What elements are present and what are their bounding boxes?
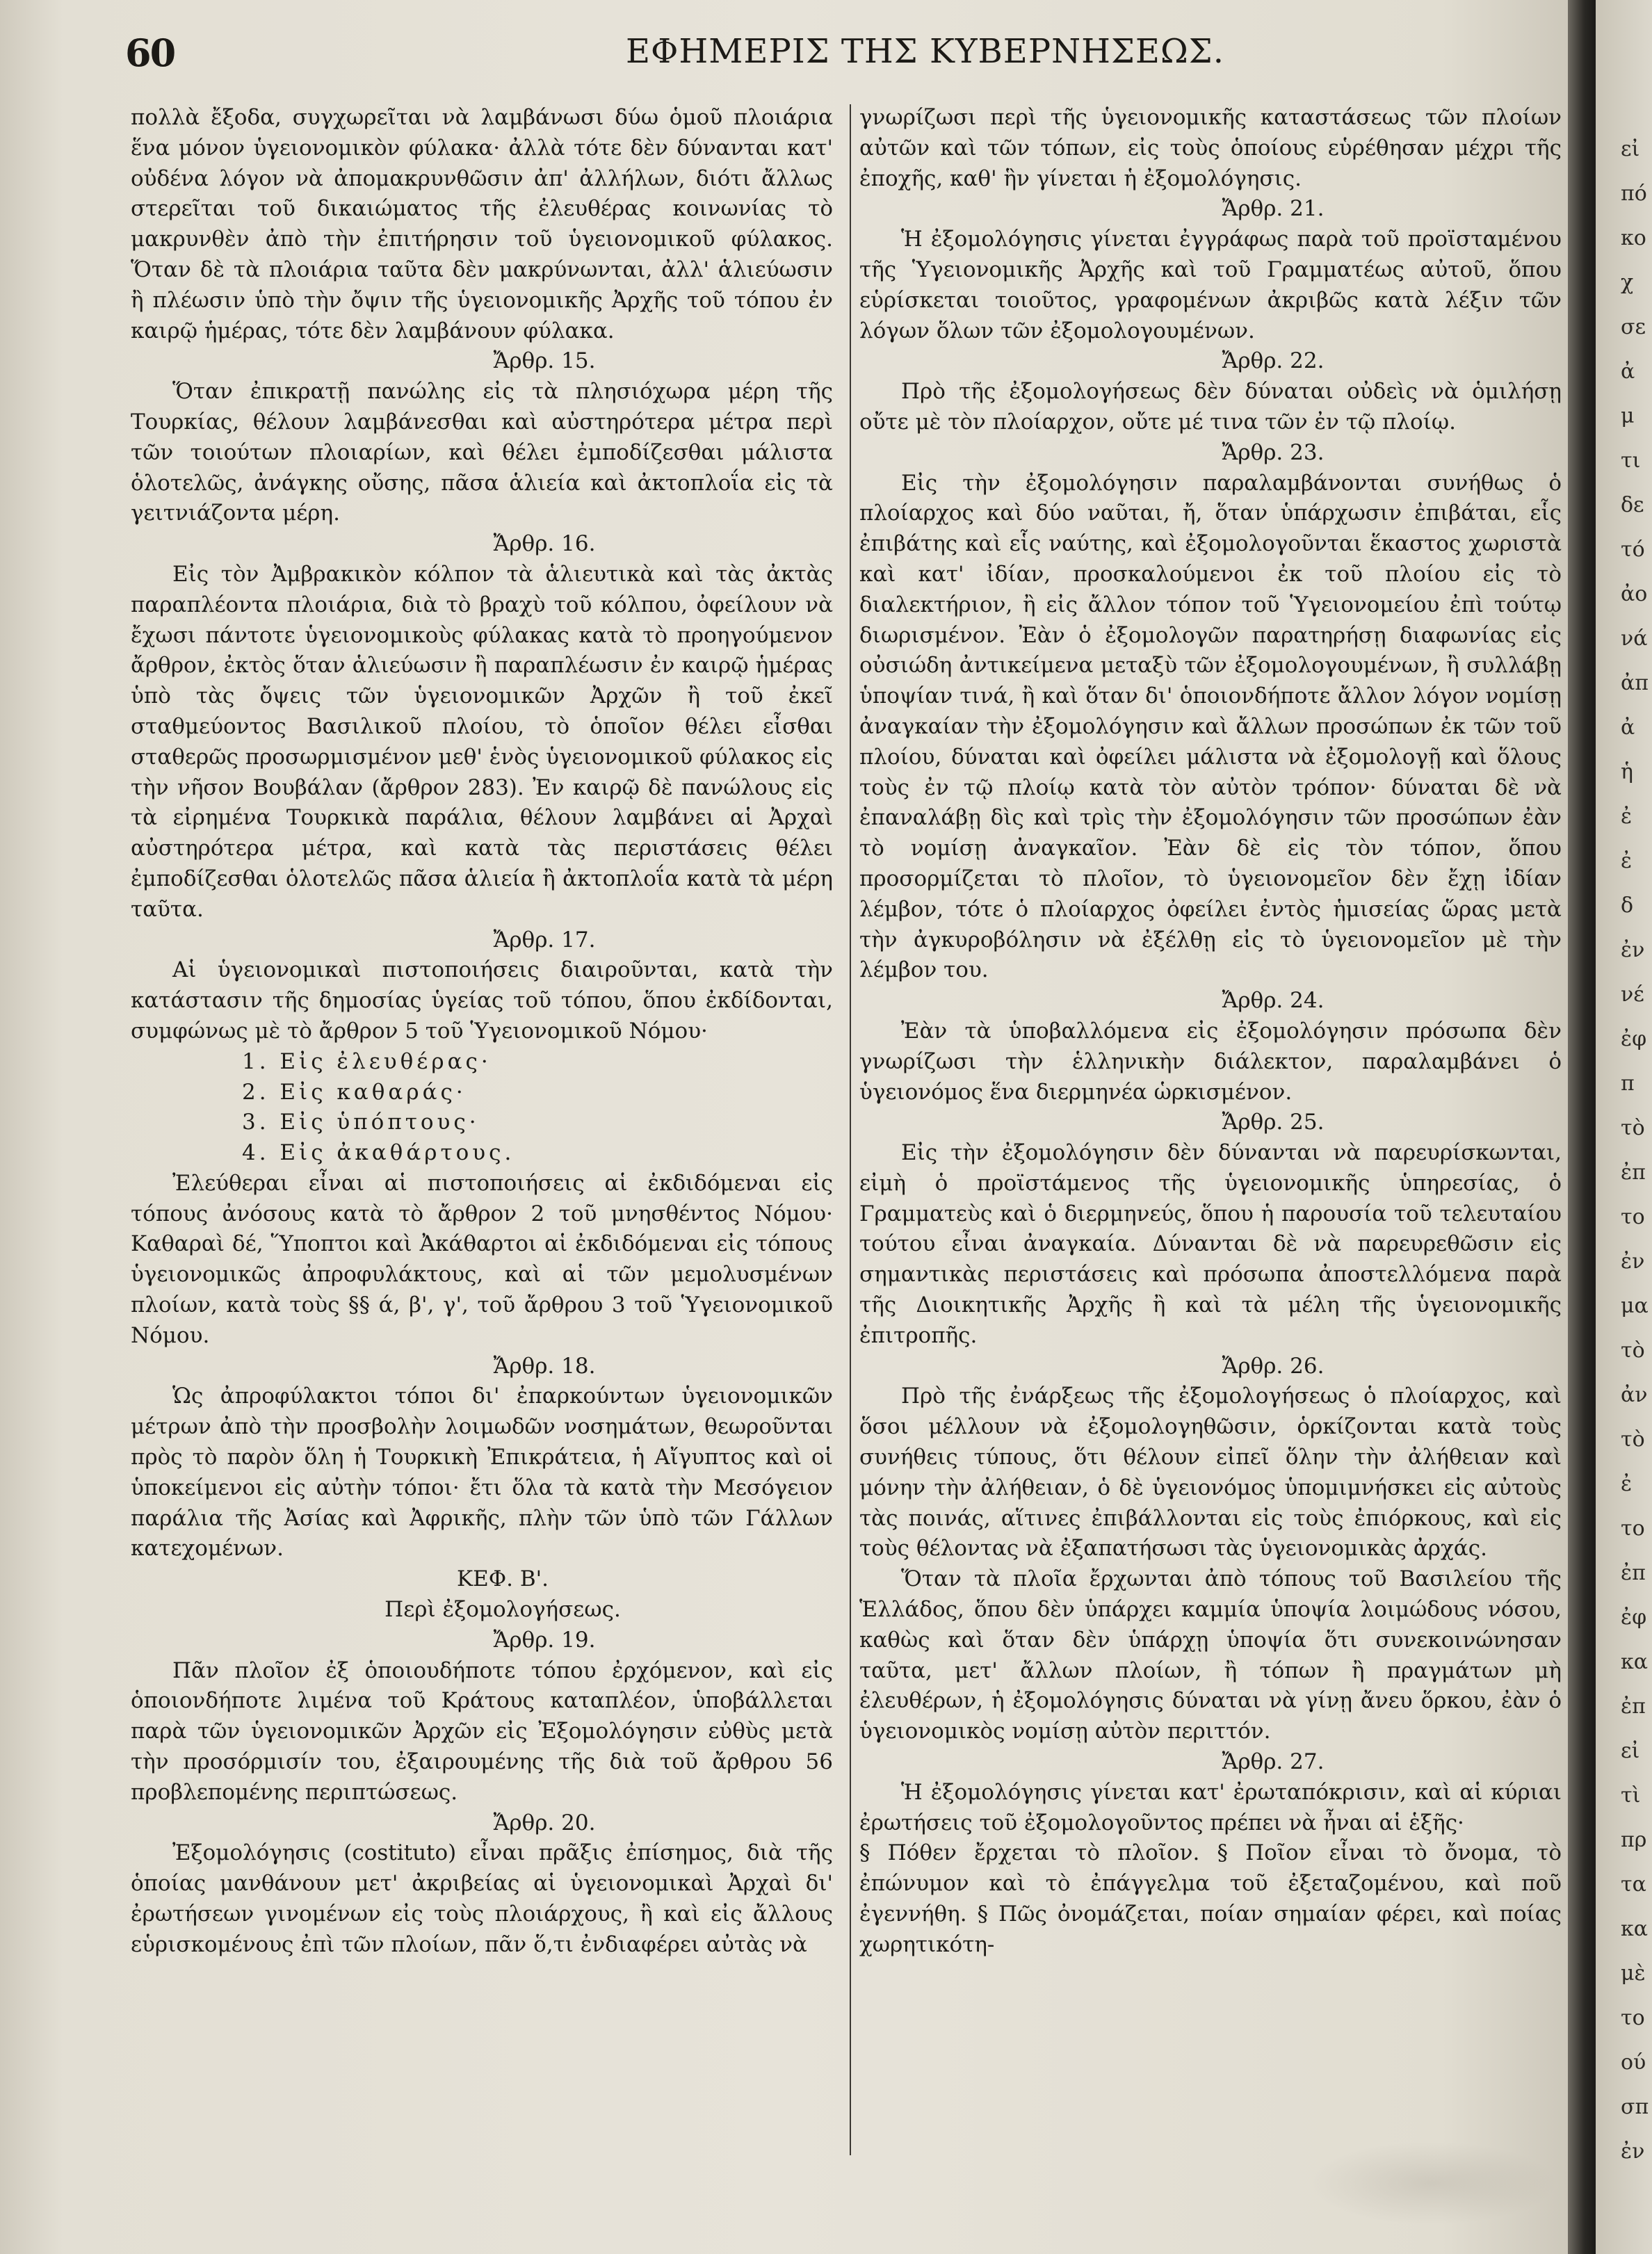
article-17-text: Αἱ ὑγειονομικαὶ πιστοποιήσεις διαιροῦνται, κατὰ τὴν κατάστασιν τῆς δημοσίας ὑγείας τοῦ τόπου, ὅπου ἐκδίδονται, συμφώνως μὲ τὸ ἄρθρον 5 τοῦ Ὑγειονομικοῦ Νόμου· [131,957,833,1044]
article-17-heading: Ἄρθρ. 17. [493,927,596,952]
paragraph-continued: πολλὰ ἔξοδα, συγχωρεῖται νὰ λαμβάνωσι δύω ὁμοῦ πλοιάρια ἕνα μόνον ὑγειονομικὸν φύλακα· ἀλλὰ τότε δὲν δύνανται κατ' οὐδένα λόγον νὰ ἀπομακρυνθῶσιν ἀπ' ἀλλήλων, διότι ἄλλως στερεῖται τοῦ δικαιώματος τῆς ἐλευθέρας κοινωνίας τὸ μακρυνθὲν ἀπὸ τὴν ἐπιτήρησιν τοῦ ὑγειονομικοῦ φύλακος. Ὅταν δὲ τὰ πλοιάρια ταῦτα δὲν μακρύνωνται, ἀλλ' ἁλιεύωσιν ἢ πλέωσιν ὑπὸ τὴν ὄψιν τῆς ὑγειονομικῆς Ἀρχῆς τοῦ τόπου ἐν καιρῷ ἡμέρας, τότε δὲν λαμβάνουν φύλακα. [131,105,833,343]
article-25-heading: Ἄρθρ. 25. [1222,1110,1325,1135]
margin-fragment: μ [1621,404,1635,428]
margin-fragment: κα [1621,1650,1649,1674]
margin-fragment: πρ [1621,1828,1647,1852]
margin-fragment: μὲ [1621,1961,1646,1986]
margin-fragment: μα [1621,1294,1649,1318]
margin-fragment: δ [1621,893,1634,918]
margin-fragment: ού [1621,2050,1646,2075]
article-26-continued: Ὅταν τὰ πλοῖα ἔρχωνται ἀπὸ τόπους τοῦ Βασιλείου τῆς Ἑλλάδος, ὅπου δὲν ὑπάρχει καμμία ὑποψία λοιμώδους νόσου, καθὼς καὶ ὅταν δὲν ὑπάρχῃ ὑποψία ὅτι συνεκοινώνησαν ταῦτα, μετ' ἄλλων πλοίων, ἢ τόπων ἢ πραγμάτων μὴ ἐλευθέρων, ἡ ἐξομολόγησις δύναται νὰ γίνῃ ἄνευ ὅρκου, ἐὰν ὁ ὑγειονομικὸς νομίσῃ αὐτὸν περιττόν. [859,1566,1562,1744]
adjacent-page-strip [1596,0,1652,2254]
margin-fragment: ἐ [1621,1472,1633,1496]
margin-fragment: εἰ [1621,1739,1640,1763]
article-16-heading: Ἄρθρ. 16. [493,531,596,557]
margin-fragment: τὸ [1621,1116,1645,1140]
running-title: ΕΦΗΜΕΡΙΣ ΤΗΣ ΚΥΒΕΡΝΗΣΕΩΣ. [626,32,1224,71]
article-22-heading: Ἄρθρ. 22. [1222,348,1325,374]
article-24-text: Ἐὰν τὰ ὑποβαλλόμενα εἰς ἐξομολόγησιν πρόσωπα δὲν γνωρίζωσι τὴν ἑλληνικὴν διάλεκτον, παραλαμβάνει ὁ ὑγειονόμος ἕνα διερμηνέα ὡρκισμένον. [859,1018,1562,1105]
article-20-text: Ἐξομολόγησις (costituto) εἶναι πρᾶξις ἐπίσημος, διὰ τῆς ὁποίας μανθάνουν μετ' ἀκριβείας αἱ ὑγειονομικαὶ Ἀρχαὶ δι' ἐρωτήσεων γινομένων εἰς τοὺς πλοιάρχους, ἢ καὶ εἰς ἄλλους εὑρισκομένους ἐπὶ τῶν πλοίων, πᾶν ὅ,τι ἐνδιαφέρει αὐτὰς νὰ [131,1840,833,1957]
margin-fragment: π [1621,1071,1635,1096]
list-item: 4. Εἰς ἀκαθάρτους. [242,1140,515,1166]
article-21-text: Ἡ ἐξομολόγησις γίνεται ἐγγράφως παρὰ τοῦ προϊσταμένου τῆς Ὑγειονομικῆς Ἀρχῆς καὶ τοῦ Γραμματέως αὐτοῦ, ὅπου εὑρίσκεται τοιοῦτος, γραφομένων ἀκριβῶς κατὰ λέξιν τῶν λόγων ὅλων τῶν ἐξομολογουμένων. [859,227,1562,343]
margin-fragment: τι [1621,448,1641,473]
margin-fragment: κο [1621,226,1646,250]
margin-fragment: ἐφ [1621,1605,1647,1630]
left-column [131,103,833,1961]
paragraph-continued: γνωρίζωσι περὶ τῆς ὑγειονομικῆς καταστάσεως τῶν πλοίων αὐτῶν καὶ τῶν τόπων, εἰς τοὺς ὁποίους εὑρέθησαν μέχρι τῆς ἐποχῆς, καθ' ἣν γίνεται ἡ ἐξομολόγησις. [859,105,1562,191]
margin-fragment: τα [1621,1872,1646,1897]
article-19-heading: Ἄρθρ. 19. [493,1627,596,1653]
list-item: 1. Εἰς ἐλευθέρας· [242,1048,492,1074]
chapter-heading: ΚΕΦ. Β'. [456,1566,549,1592]
article-22-text: Πρὸ τῆς ἐξομολογήσεως δὲν δύναται οὐδεὶς νὰ ὁμιλήσῃ οὔτε μὲ τὸν πλοίαρχον, οὔτε μέ τινα τῶν ἐν τῷ πλοίῳ. [859,379,1562,435]
list-item: 3. Εἰς ὑπόπτους· [242,1110,480,1135]
article-26-text: Πρὸ τῆς ἐνάρξεως τῆς ἐξομολογήσεως ὁ πλοίαρχος, καὶ ὅσοι μέλλουν νὰ ἐξομολογηθῶσιν, ὁρκίζονται κατὰ τοὺς συνήθεις τύπους, ὅτι θέλουν εἰπεῖ ὅλην τὴν ἀλήθειαν καὶ μόνην τὴν ἀλήθειαν, ὁ δὲ ὑγειονόμος ὑπομιμνήσκει εἰς αὐτοὺς τὰς ποινάς, αἵτινες ἐπιβάλλονται εἰς τοὺς ἐπιόρκους, καὶ εἰς τοὺς θέλοντας νὰ ἐξαπατήσωσι τὰς ὑγειονομικὰς ἀρχάς. [859,1384,1562,1562]
page-header [125,28,1488,76]
margin-fragment: τὸ [1621,1338,1645,1363]
right-column [859,103,1562,1961]
margin-fragment: ἀ [1621,715,1635,740]
margin-fragment: νέ [1621,982,1644,1007]
article-18-heading: Ἄρθρ. 18. [493,1353,596,1379]
page-number: 60 [125,31,175,75]
binding-shadow [1568,0,1596,2254]
margin-fragment: ἀν [1621,1383,1648,1407]
margin-fragment: τὸ [1621,1427,1645,1452]
article-23-heading: Ἄρθρ. 23. [1222,439,1325,465]
margin-fragment: τό [1621,537,1645,562]
article-15-heading: Ἄρθρ. 15. [493,348,596,374]
article-27-text: Ἡ ἐξομολόγησις γίνεται κατ' ἐρωταπόκρισιν, καὶ αἱ κύριαι ἐρωτήσεις τοῦ ἐξομολογοῦντος πρέπει νὰ ἦναι αἱ ἑξῆς· [859,1779,1562,1835]
margin-fragment: τὶ [1621,1783,1641,1808]
article-25-text: Εἰς τὴν ἐξομολόγησιν δὲν δύνανται νὰ παρευρίσκωνται, εἰμὴ ὁ προϊστάμενος τῆς ὑγειονομικῆς ὑπηρεσίας, ὁ Γραμματεὺς καὶ ὁ διερμηνεύς, ὅπου ἡ παρουσία τοῦ τελευταίου τούτου εἶναι ἀναγκαία. Δύνανται δὲ νὰ παρευρεθῶσιν εἰς σημαντικὰς περιστάσεις καὶ πρόσωπα ἀποστελλόμενα παρὰ τῆς Διοικητικῆς Ἀρχῆς ἢ καὶ τὰ μέλη τῆς ὑγειονομικῆς ἐπιτροπῆς. [859,1140,1562,1348]
article-27-heading: Ἄρθρ. 27. [1222,1749,1325,1775]
article-27-questions: § Πόθεν ἔρχεται τὸ πλοῖον. § Ποῖον εἶναι τὸ ὄνομα, τὸ ἐπώνυμον καὶ τὸ ἐπάγγελμα τοῦ ἐξεταζομένου, καὶ ποῦ ἐγεννήθη. § Πῶς ὀνομάζεται, ποίαν σημαίαν φέρει, καὶ ποίας χωρητικότη- [859,1840,1562,1957]
margin-fragment: ἀο [1621,582,1648,606]
margin-fragment: ἐν [1621,938,1645,962]
margin-fragment: ἐ [1621,804,1633,829]
article-26-heading: Ἄρθρ. 26. [1222,1353,1325,1379]
margin-fragment: το [1621,1516,1645,1541]
margin-fragment: χ [1621,270,1634,295]
margin-fragment: σπ [1621,2095,1649,2119]
page-smudge [1307,2141,1557,2225]
margin-fragment: ἐ [1621,849,1633,873]
article-20-heading: Ἄρθρ. 20. [493,1810,596,1835]
chapter-title: Περὶ ἐξομολογήσεως. [384,1597,621,1623]
article-15-text: Ὅταν ἐπικρατῇ πανώλης εἰς τὰ πλησιόχωρα μέρη τῆς Τουρκίας, θέλουν λαμβάνεσθαι καὶ αὐστηρότερα μέτρα περὶ τῶν τοιούτων πλοιαρίων, καὶ θέλει ἐμποδίζεσθαι μάλιστα ὁλοτελῶς, ἀνάγκης οὔσης, πᾶσα ἁλιεία καὶ ἀκτοπλοΐα εἰς τὰ γειτνιάζοντα μέρη. [131,379,833,526]
margin-fragment: ἀπ [1621,671,1649,695]
margin-fragment: εἰ [1621,137,1640,161]
margin-fragment: κα [1621,1917,1649,1941]
margin-fragment: ἐπ [1621,1694,1646,1719]
article-18-text: Ὡς ἀπροφύλακτοι τόποι δι' ἐπαρκούντων ὑγειονομικῶν μέτρων ἀπὸ τὴν προσβολὴν λοιμωδῶν νοσημάτων, θεωροῦνται πρὸς τὸ παρὸν ὅλη ἡ Τουρκικὴ Ἐπικράτεια, ἡ Αἴγυπτος καὶ οἱ ὑποκείμενοι εἰς αὐτὴν τόποι· ἔτι ὅλα τὰ κατὰ τὴν Μεσόγειον παράλια τῆς Ἀσίας καὶ Ἀφρικῆς, πλὴν τῶν ὑπὸ τῶν Γάλλων κατεχομένων. [131,1384,833,1562]
margin-fragment: νά [1621,626,1648,651]
article-17-continued: Ἐλεύθεραι εἶναι αἱ πιστοποιήσεις αἱ ἐκδιδόμεναι εἰς τόπους ἀνόσους κατὰ τὸ ἄρθρον 2 τοῦ μνησθέντος Νόμου· Καθαραὶ δέ, Ὕποπτοι καὶ Ἀκάθαρτοι αἱ ἐκδιδόμεναι εἰς τόπους ὑγειονομικῶς ἀπροφυλάκτους, καὶ αἱ τῶν μεμολυσμένων πλοίων, κατὰ τοὺς §§ ά, β', γ', τοῦ ἄρθρου 3 τοῦ Ὑγειονομικοῦ Νόμου. [131,1170,833,1348]
article-24-heading: Ἄρθρ. 24. [1222,988,1325,1014]
margin-fragment: ἐν [1621,2139,1645,2164]
margin-fragment: το [1621,2006,1645,2030]
margin-fragment: ἐν [1621,1249,1645,1274]
margin-fragment: ἀ [1621,359,1635,384]
margin-fragment: πό [1621,181,1647,206]
margin-fragment: σε [1621,315,1646,339]
list-item: 2. Εἰς καθαράς· [242,1079,467,1105]
article-16-text: Εἰς τὸν Ἀμβρακικὸν κόλπον τὰ ἁλιευτικὰ καὶ τὰς ἀκτὰς παραπλέοντα πλοιάρια, διὰ τὸ βραχὺ τοῦ κόλπου, ὀφείλουν νὰ ἔχωσι πάντοτε ὑγειονομικοὺς φύλακας κατὰ τὸ προηγούμενον ἄρθρον, ἐκτὸς ὅταν ἁλιεύωσιν ἢ παραπλέωσιν ἐν καιρῷ ἡμέρας ὑπὸ τὰς ὄψεις τῶν ὑγειονομικῶν Ἀρχῶν ἢ τοῦ ἐκεῖ σταθμεύοντος Βασιλικοῦ πλοίου, τὸ ὁποῖον θέλει εἶσθαι σταθερῶς προσωρμισμένον μεθ' ἑνὸς ὑγειονομικοῦ φύλακος εἰς τὴν νῆσον Βουβάλαν (ἄρθρον 283). Ἐν καιρῷ δὲ πανώλους εἰς τὰ εἰρημένα Τουρκικὰ παράλια, θέλουν λαμβάνει αἱ Ἀρχαὶ αὐστηρότερα μέτρα, καὶ κατὰ τὰς περιστάσεις θέλει ἐμποδίζεσθαι ὁλοτελῶς πᾶσα ἁλιεία ἢ ἀκτοπλοΐα κατὰ τὰ μέρη ταῦτα. [131,561,833,922]
margin-fragment: ἐπ [1621,1160,1646,1185]
margin-fragment: ἡ [1621,760,1633,784]
column-rule [850,104,851,2155]
margin-fragment: το [1621,1205,1645,1229]
certificate-list [131,1047,833,1169]
article-23-text: Εἰς τὴν ἐξομολόγησιν παραλαμβάνονται συνήθως ὁ πλοίαρχος καὶ δύο ναῦται, ἤ, ὅταν ὑπάρχωσιν ἐπιβάται, εἷς ἐπιβάτης καὶ εἷς ναύτης, καὶ ἐξομολογοῦνται ἕκαστος χωριστὰ καὶ κατ' ἰδίαν, προσκαλούμενοι ἐκ τοῦ πλοίου εἰς τὸ διαλεκτήριον, ἢ εἰς ἄλλον τόπον τοῦ Ὑγειονομείου ἐπὶ τούτῳ διωρισμένον. Ἐὰν ὁ ἐξομολογῶν παρατηρήσῃ διαφωνίας εἰς οὐσιώδη ἀντικείμενα μεταξὺ τῶν ἐξομολογουμένων, ἢ συλλάβῃ ὑποψίαν τινά, ἢ καὶ ὅταν δι' ὁποιονδήποτε ἄλλον λόγον νομίσῃ ἀναγκαίαν τὴν ἐξομολόγησιν καὶ ἄλλων προσώπων ἐκ τῶν τοῦ πλοίου, δύναται καὶ ὀφείλει μάλιστα νὰ ἐξομολογῇ καὶ ὅλους τοὺς ἐν τῷ πλοίῳ κατὰ τὸν αὐτὸν τρόπον· δύναται δὲ νὰ ἐπαναλάβῃ δὶς καὶ τρὶς τὴν ἐξομολόγησιν τῶν προσώπων ἐὰν τὸ νομίσῃ ἀναγκαῖον. Ἐὰν δὲ εἰς τὸν τόπον, ὅπου προσορμίζεται τὸ πλοῖον, τὸ ὑγειονομεῖον δὲν ἔχῃ ἰδίαν λέμβον, τότε ὁ πλοίαρχος ὀφείλει ἐντὸς ἡμισείας ὥρας μετὰ τὴν ἀγκυροβόλησιν νὰ ἐξέλθῃ εἰς τὸ ὑγειονομεῖον μὲ τὴν λέμβον του. [859,470,1562,983]
margin-fragment: ἐπ [1621,1561,1646,1585]
margin-fragment: ἐφ [1621,1027,1647,1051]
article-19-text: Πᾶν πλοῖον ἐξ ὁποιουδήποτε τόπου ἐρχόμενον, καὶ εἰς ὁποιονδήποτε λιμένα τοῦ Κράτους καταπλέον, ὑποβάλλεται παρὰ τῶν ὑγειονομικῶν Ἀρχῶν εἰς Ἐξομολόγησιν εὐθὺς μετὰ τὴν προσόρμισίν του, ἐξαιρουμένης τῆς διὰ τοῦ ἄρθρου 56 προβλεπομένης περιπτώσεως. [131,1657,833,1805]
article-21-heading: Ἄρθρ. 21. [1222,196,1325,222]
margin-fragment: δε [1621,493,1644,517]
